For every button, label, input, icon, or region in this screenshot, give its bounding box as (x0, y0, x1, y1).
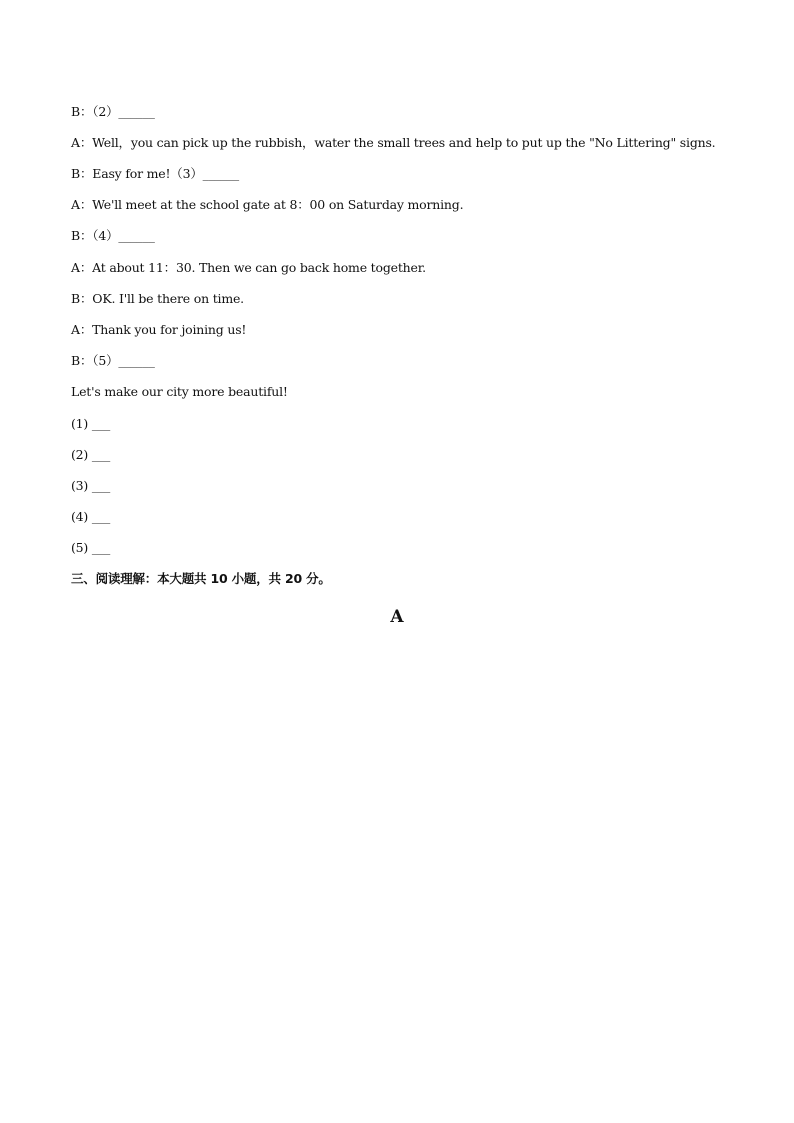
dialogue-line-a-thanks: A：Thank you for joining us! (71, 322, 247, 337)
section-heading: 三、阅读理解：本大题共 10 小题，共 20 分。 (71, 571, 331, 586)
dialogue-line-b-2: B：（2）______ (71, 104, 155, 119)
dialogue-line-b-4: B：（4）______ (71, 228, 155, 243)
answer-blank-1: (1) ___ (71, 416, 111, 431)
answer-blank-2: (2) ___ (71, 447, 111, 462)
answer-blank-5: (5) ___ (71, 540, 111, 555)
answer-blank-3: (3) ___ (71, 478, 111, 493)
dialogue-line-a-tasks: A：Well，you can pick up the rubbish，water the small trees and help to put up the "No Littering" signs. (71, 135, 716, 150)
answer-blank-4: (4) ___ (71, 509, 111, 524)
dialogue-line-b-ok: B：OK. I'll be there on time. (71, 291, 244, 306)
dialogue-line-b-3: B：Easy for me!（3）______ (71, 166, 239, 181)
dialogue-line-a-time: A：At about 11：30. Then we can go back home together. (71, 260, 426, 275)
part-title: A (390, 607, 404, 627)
dialogue-line-b-5: B：（5）______ (71, 353, 155, 368)
closing-line: Let's make our city more beautiful! (71, 384, 288, 399)
dialogue-line-a-meet: A：We'll meet at the school gate at 8：00 on Saturday morning. (71, 197, 464, 212)
